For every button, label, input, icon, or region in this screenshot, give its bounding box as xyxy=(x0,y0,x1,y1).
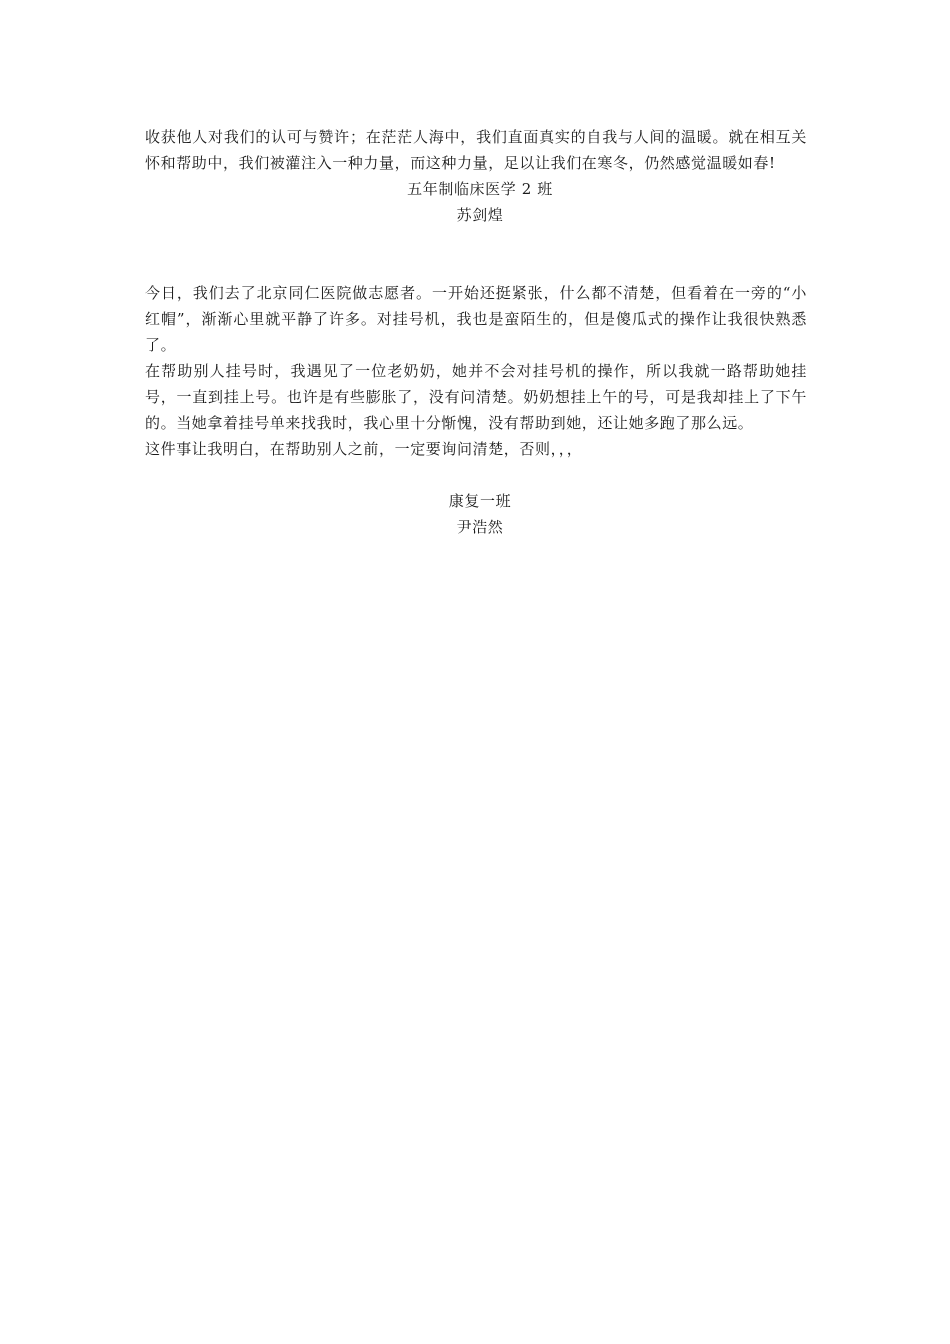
section-spacer xyxy=(145,228,807,280)
signature-spacer xyxy=(145,462,807,488)
author-class: 五年制临床医学 2 班 xyxy=(407,180,553,198)
essay-paragraph: 收获他人对我们的认可与赞许；在茫茫人海中，我们直面真实的自我与人间的温暖。就在相互关怀和帮助中，我们被灌注入一种力量，而这种力量，足以让我们在寒冬，仍然感觉温暖如春! xyxy=(145,128,807,172)
author-name: 苏剑煌 xyxy=(456,206,504,224)
author-class: 康复一班 xyxy=(448,492,512,510)
essay-paragraph: 今日，我们去了北京同仁医院做志愿者。一开始还挺紧张，什么都不清楚，但看着在一旁的“小红帽”，渐渐心里就平静了许多。对挂号机，我也是蛮陌生的，但是傻瓜式的操作让我很快熟悉了。 xyxy=(145,284,807,354)
essay-paragraph: 这件事让我明白，在帮助别人之前，一定要询问清楚，否则，，， xyxy=(145,440,583,458)
author-name: 尹浩然 xyxy=(456,518,504,536)
essay-paragraph: 在帮助别人挂号时，我遇见了一位老奶奶，她并不会对挂号机的操作，所以我就一路帮助她挂号，一直到挂上号。也许是有些膨胀了，没有问清楚。奶奶想挂上午的号，可是我却挂上了下午的。当她拿着挂号单来找我时，我心里十分惭愧，没有帮助到她，还让她多跑了那么远。 xyxy=(145,362,807,432)
document-body xyxy=(145,124,807,540)
